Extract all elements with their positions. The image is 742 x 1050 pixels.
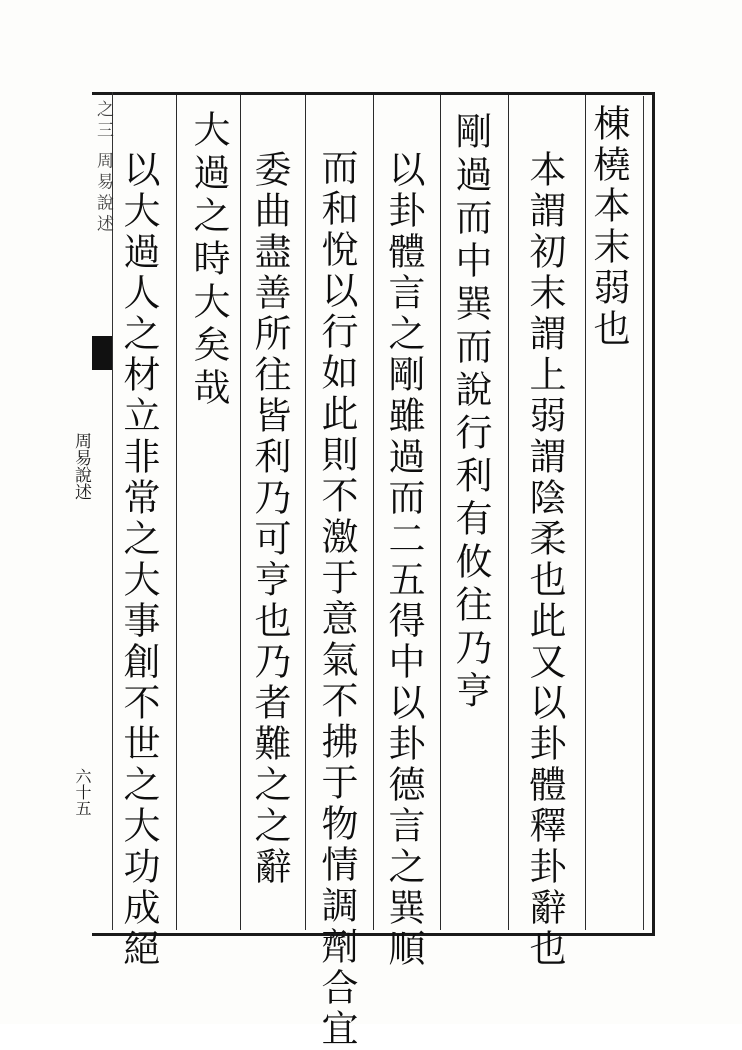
column-rule bbox=[305, 95, 306, 930]
book-title: 周易說述 bbox=[71, 432, 91, 500]
text-column-2: 本謂初末謂上弱謂陰柔也此又以卦體釋卦辭也 bbox=[523, 150, 566, 970]
text-column-8: 以大過人之材立非常之大事創不世之大功成絕 bbox=[117, 150, 160, 970]
column-rule bbox=[440, 95, 441, 930]
text-column-5: 而和悅以行如此則不激于意氣不拂于物情調劑合宜 bbox=[315, 148, 358, 1050]
column-rule bbox=[240, 95, 241, 930]
text-column-3: 剛過而中巽而說行利有攸往乃亨 bbox=[449, 112, 492, 714]
column-rule bbox=[373, 95, 374, 930]
page-number: 六十五 bbox=[73, 768, 92, 816]
text-column-6: 委曲盡善所往皆利乃可亨也乃者難之之辭 bbox=[248, 150, 291, 888]
column-rule bbox=[585, 95, 586, 930]
text-column-1: 棟橈本末弱也 bbox=[587, 104, 630, 350]
column-rule bbox=[508, 95, 509, 930]
fold-margin-text: 之三 周易說述 bbox=[93, 100, 113, 236]
inner-right-border bbox=[643, 96, 644, 930]
text-column-7: 大過之時大矣哉 bbox=[187, 110, 230, 411]
fish-tail-mark bbox=[92, 336, 112, 370]
text-column-4: 以卦體言之剛雖過而二五得中以卦德言之巽順 bbox=[382, 150, 425, 970]
fold-margin bbox=[92, 92, 113, 930]
column-rule bbox=[176, 95, 177, 930]
